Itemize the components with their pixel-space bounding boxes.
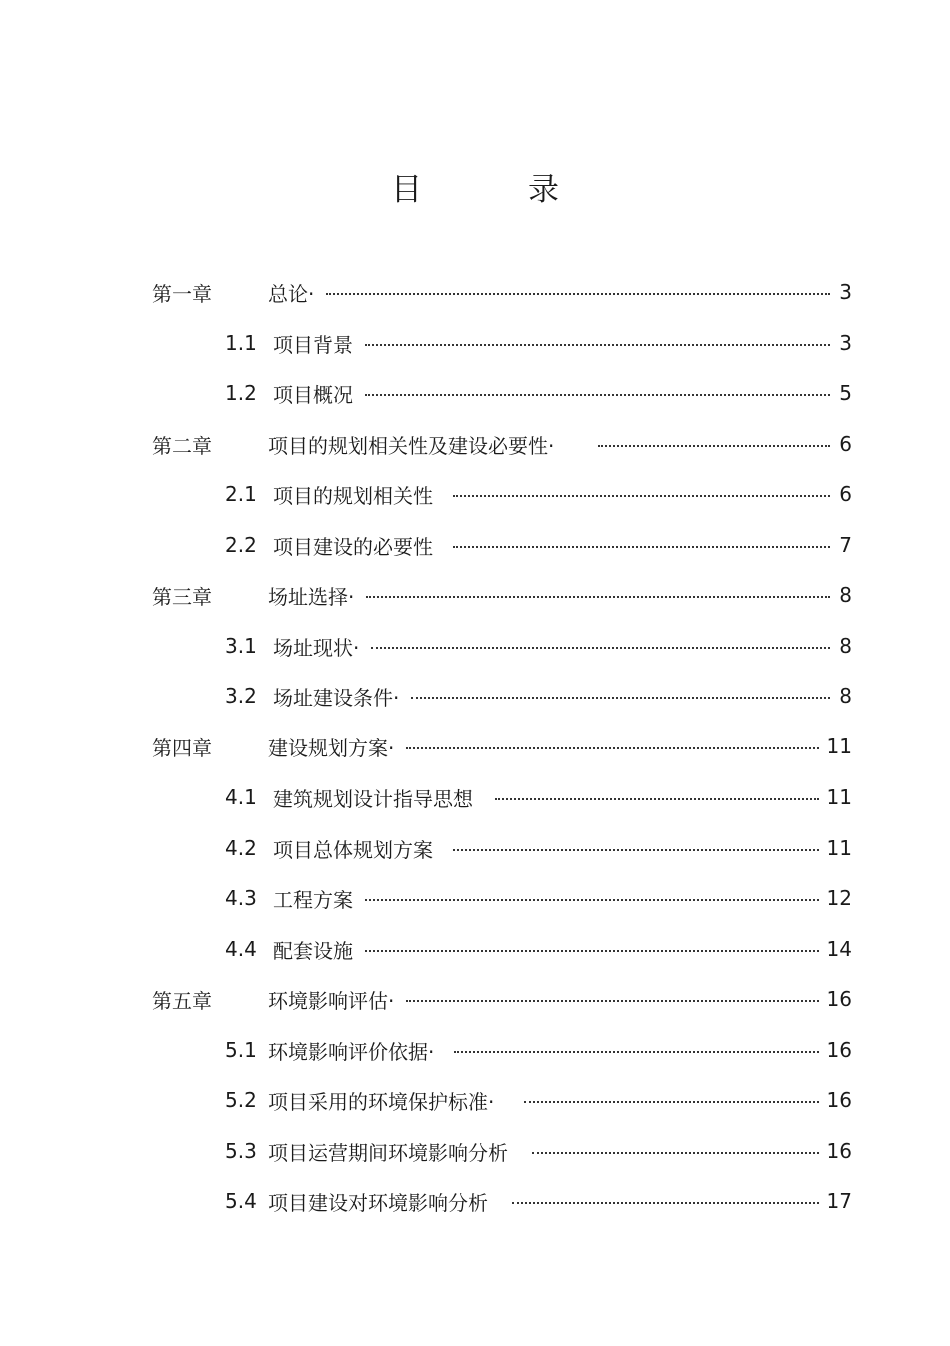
toc-entry-number: 4.3 (225, 886, 257, 910)
toc-entry-chapter-5[interactable] (152, 974, 852, 1024)
toc-entry-label: 配套设施 (273, 938, 353, 963)
toc-dot-leader (365, 899, 819, 901)
toc-entry-section-1-2[interactable] (225, 368, 852, 418)
toc-entry-page: 16 (826, 1139, 852, 1163)
toc-entry-number: 1.1 (225, 331, 257, 355)
toc-dot-leader (371, 647, 830, 649)
toc-entry-label: 建设规划方案· (268, 735, 395, 760)
toc-dot-leader (532, 1152, 819, 1154)
toc-entry-number: 4.4 (225, 937, 257, 961)
toc-entry-chapter-3[interactable] (152, 570, 852, 620)
toc-entry-section-3-2[interactable] (225, 671, 852, 721)
toc-entry-section-4-2[interactable] (225, 823, 852, 873)
toc-entry-number: 3.1 (225, 634, 257, 658)
toc-dot-leader (495, 798, 819, 800)
toc-entry-page: 7 (839, 533, 852, 557)
toc-entry-number: 4.1 (225, 785, 257, 809)
toc-entry-number: 5.3 (225, 1139, 257, 1163)
toc-entry-section-5-4[interactable] (225, 1176, 852, 1226)
toc-entry-number: 3.2 (225, 684, 257, 708)
toc-entry-label: 项目背景 (273, 332, 353, 357)
toc-entry-label: 项目运营期间环境影响分析 (268, 1140, 508, 1165)
toc-entry-label: 场址选择· (268, 584, 355, 609)
toc-entry-section-1-1[interactable] (225, 318, 852, 368)
toc-entry-section-5-1[interactable] (225, 1025, 852, 1075)
toc-entry-number: 5.4 (225, 1189, 257, 1213)
toc-entry-page: 17 (826, 1189, 852, 1213)
toc-entry-page: 14 (826, 937, 852, 961)
toc-entry-number: 4.2 (225, 836, 257, 860)
toc-entry-section-3-1[interactable] (225, 621, 852, 671)
toc-entry-label: 项目的规划相关性 (273, 483, 433, 508)
toc-entry-page: 5 (839, 381, 852, 405)
toc-entry-number: 第五章 (152, 988, 212, 1013)
toc-entry-page: 11 (826, 785, 852, 809)
toc-dot-leader (411, 697, 830, 699)
toc-entry-label: 工程方案 (273, 887, 353, 912)
toc-entry-label: 环境影响评估· (268, 988, 395, 1013)
toc-entry-number: 5.1 (225, 1038, 257, 1062)
toc-dot-leader (326, 293, 830, 295)
toc-entry-page: 8 (839, 684, 852, 708)
toc-entry-label: 项目采用的环境保护标准· (268, 1089, 495, 1114)
toc-dot-leader (598, 445, 830, 447)
toc-entry-page: 11 (826, 734, 852, 758)
toc-entry-label: 项目总体规划方案 (273, 837, 433, 862)
toc-entry-section-4-4[interactable] (225, 924, 852, 974)
toc-entry-label: 环境影响评价依据· (268, 1039, 435, 1064)
toc-entry-label: 项目的规划相关性及建设必要性· (268, 433, 555, 458)
toc-entry-label: 项目建设对环境影响分析 (268, 1190, 488, 1215)
toc-dot-leader (365, 344, 830, 346)
toc-entry-number: 2.2 (225, 533, 257, 557)
toc-entry-chapter-2[interactable] (152, 419, 852, 469)
toc-title (0, 168, 950, 212)
toc-entry-section-4-1[interactable] (225, 772, 852, 822)
toc-title-char-1: 目 (391, 172, 422, 208)
toc-entry-number: 第一章 (152, 281, 212, 306)
toc-entry-section-2-1[interactable] (225, 469, 852, 519)
toc-title-char-2: 录 (528, 172, 559, 208)
toc-dot-leader (406, 1000, 818, 1002)
toc-entry-page: 8 (839, 634, 852, 658)
toc-entry-section-5-3[interactable] (225, 1126, 852, 1176)
toc-dot-leader (512, 1202, 819, 1204)
toc-dot-leader (406, 747, 818, 749)
toc-entry-label: 场址现状· (273, 635, 360, 660)
toc-entry-page: 16 (826, 987, 852, 1011)
toc-entry-number: 第四章 (152, 735, 212, 760)
toc-entry-chapter-4[interactable] (152, 721, 852, 771)
toc-dot-leader (453, 495, 830, 497)
toc-entry-page: 6 (839, 482, 852, 506)
toc-entry-page: 8 (839, 583, 852, 607)
toc-dot-leader (454, 1051, 818, 1053)
toc-entry-page: 3 (839, 280, 852, 304)
toc-dot-leader (365, 394, 830, 396)
toc-entry-number: 第三章 (152, 584, 212, 609)
toc-entry-label: 场址建设条件· (273, 685, 400, 710)
toc-dot-leader (366, 596, 830, 598)
toc-entry-label: 项目概况 (273, 382, 353, 407)
toc-entry-number: 1.2 (225, 381, 257, 405)
toc-entry-number: 5.2 (225, 1088, 257, 1112)
toc-entry-label: 项目建设的必要性 (273, 534, 433, 559)
toc-dot-leader (524, 1101, 818, 1103)
toc-entry-page: 16 (826, 1038, 852, 1062)
toc-entry-page: 12 (826, 886, 852, 910)
toc-dot-leader (453, 849, 819, 851)
toc-entry-page: 3 (839, 331, 852, 355)
toc-entry-page: 11 (826, 836, 852, 860)
toc-entry-number: 第二章 (152, 433, 212, 458)
toc-entry-label: 总论· (268, 281, 315, 306)
toc-entry-section-2-2[interactable] (225, 520, 852, 570)
toc-entry-page: 6 (839, 432, 852, 456)
toc-dot-leader (453, 546, 830, 548)
toc-entry-page: 16 (826, 1088, 852, 1112)
toc-entry-section-4-3[interactable] (225, 873, 852, 923)
toc-dot-leader (365, 950, 819, 952)
toc-entry-chapter-1[interactable] (152, 267, 852, 317)
toc-entry-number: 2.1 (225, 482, 257, 506)
toc-entry-section-5-2[interactable] (225, 1075, 852, 1125)
toc-entry-label: 建筑规划设计指导思想 (273, 786, 473, 811)
